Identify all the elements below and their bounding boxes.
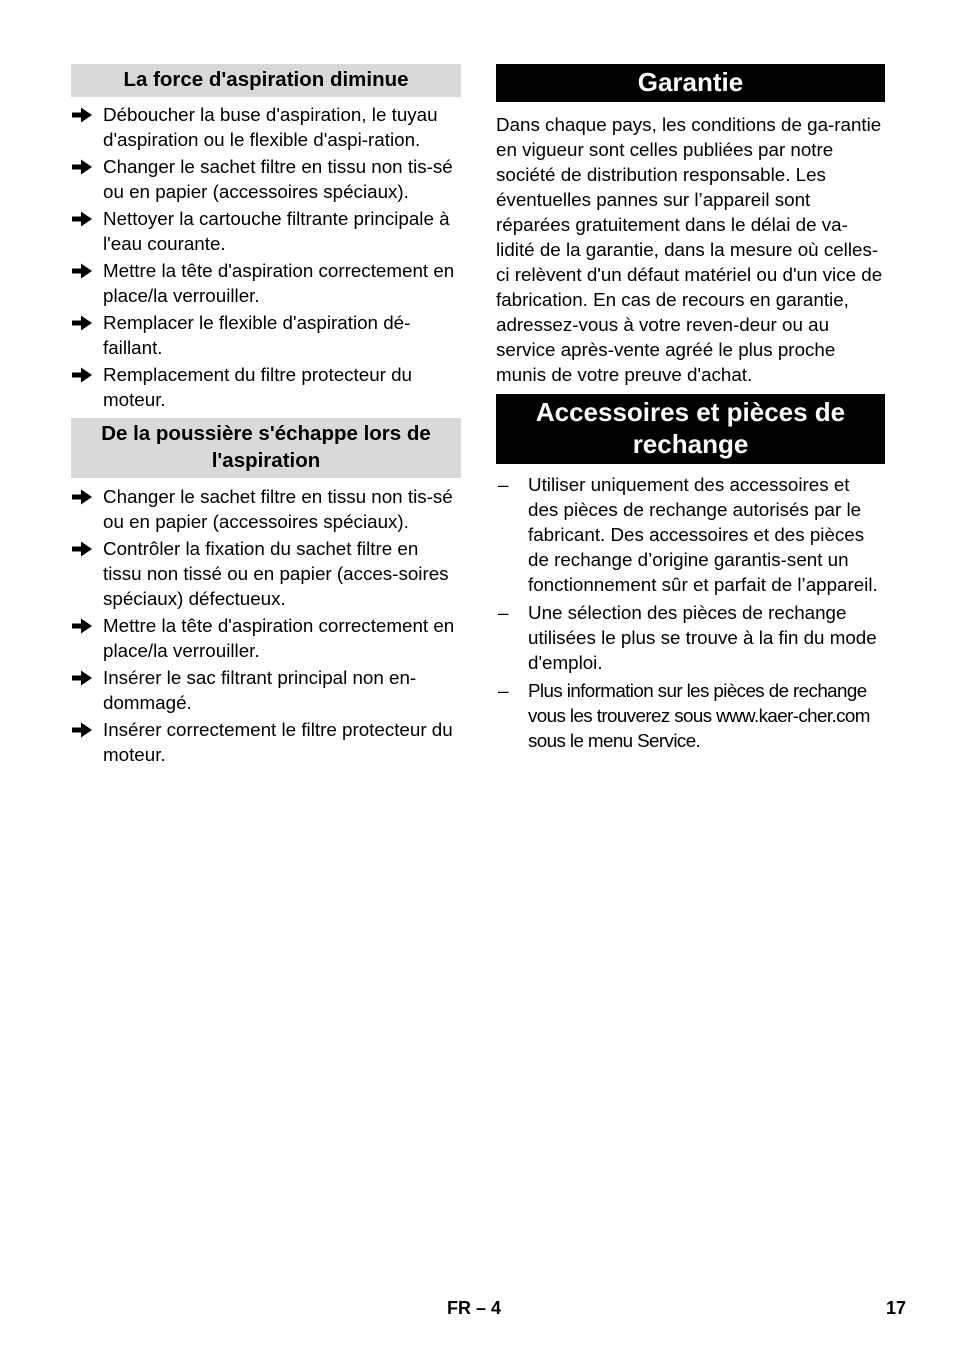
arrow-right-icon xyxy=(71,107,93,123)
section-heading-suction-decrease: La force d'aspiration diminue xyxy=(71,64,461,97)
list-item xyxy=(71,310,461,360)
list-item xyxy=(71,717,461,767)
list-item-text: Utiliser uniquement des accessoires et des pièces de rechange autorisés par le fabricant. Des accessoires et des pièces de rechange d’origine garantis-sent un fonctionnement sûr et parfait de l’appareil. xyxy=(528,474,878,595)
list-item xyxy=(496,600,885,675)
list-item-text: Une sélection des pièces de rechange utilisées le plus se trouve à la fin du mode d'emploi. xyxy=(528,602,877,673)
arrow-right-icon xyxy=(71,670,93,686)
list-item-text: Mettre la tête d'aspiration correctement en place/la verrouiller. xyxy=(103,260,455,306)
arrow-right-icon xyxy=(71,159,93,175)
list-item xyxy=(71,613,461,663)
list-item-text: Changer le sachet filtre en tissu non tis-sé ou en papier (accessoires spéciaux). xyxy=(103,486,453,532)
warranty-paragraph: Dans chaque pays, les conditions de ga-rantie en vigueur sont celles publiées par notre société de distribution responsable. Les éventuelles pannes sur l’appareil sont réparées gratuitement dans le délai de va-lidité de la garantie, dans la mesure où celles-ci relèvent d'un défaut matériel ou d'un vice de fabrication. En cas de recours en garantie, adressez-vous à votre reven-deur ou au service après-vente agréé le plus proche munis de votre preuve d'achat. xyxy=(496,114,883,385)
footer-language-page: FR – 4 xyxy=(447,1298,502,1318)
list-item-text: Remplacement du filtre protecteur du moteur. xyxy=(103,364,413,410)
arrow-right-icon xyxy=(71,541,93,557)
section-heading-accessories: Accessoires et pièces de rechange xyxy=(496,394,885,464)
dash-marker: – xyxy=(498,474,509,495)
dash-marker: – xyxy=(498,602,509,623)
list-item-text: Insérer le sac filtrant principal non en-dommagé. xyxy=(103,667,417,713)
page-number: 17 xyxy=(885,1298,906,1318)
list-item xyxy=(71,258,461,308)
list-item xyxy=(71,362,461,412)
list-item xyxy=(496,678,885,753)
list-item-text: Remplacer le flexible d'aspiration dé-faillant. xyxy=(103,312,411,358)
list-item xyxy=(71,665,461,715)
list-item-text: Insérer correctement le filtre protecteur du moteur. xyxy=(103,719,453,765)
arrow-right-icon xyxy=(71,211,93,227)
list-item-text: Plus information sur les pièces de rechange vous les trouverez sous www.kaer-cher.com sous le menu Service. xyxy=(528,680,870,751)
list-item xyxy=(71,536,461,611)
arrow-right-icon xyxy=(71,489,93,505)
section-heading-dust-escape: De la poussière s'échappe lors de l'aspiration xyxy=(71,418,461,478)
arrow-right-icon xyxy=(71,263,93,279)
section-heading-warranty: Garantie xyxy=(496,64,885,102)
arrow-right-icon xyxy=(71,618,93,634)
left-column xyxy=(71,64,461,769)
remedy-list-suction xyxy=(71,102,461,412)
list-item xyxy=(496,472,885,597)
list-item xyxy=(71,154,461,204)
list-item xyxy=(71,484,461,534)
right-column xyxy=(496,64,885,756)
list-item-text: Contrôler la fixation du sachet filtre en tissu non tissé ou en papier (acces-soires spéciaux) défectueux. xyxy=(103,538,449,609)
remedy-list-dust xyxy=(71,484,461,767)
list-item-text: Changer le sachet filtre en tissu non tis-sé ou en papier (accessoires spéciaux). xyxy=(103,156,453,202)
list-item-text: Nettoyer la cartouche filtrante principale à l'eau courante. xyxy=(103,208,450,254)
accessories-list xyxy=(496,472,885,753)
list-item xyxy=(71,206,461,256)
list-item xyxy=(71,102,461,152)
list-item-text: Déboucher la buse d'aspiration, le tuyau d'aspiration ou le flexible d'aspi-ration. xyxy=(103,104,438,150)
arrow-right-icon xyxy=(71,367,93,383)
list-item-text: Mettre la tête d'aspiration correctement en place/la verrouiller. xyxy=(103,615,455,661)
arrow-right-icon xyxy=(71,315,93,331)
arrow-right-icon xyxy=(71,722,93,738)
dash-marker: – xyxy=(498,680,508,701)
